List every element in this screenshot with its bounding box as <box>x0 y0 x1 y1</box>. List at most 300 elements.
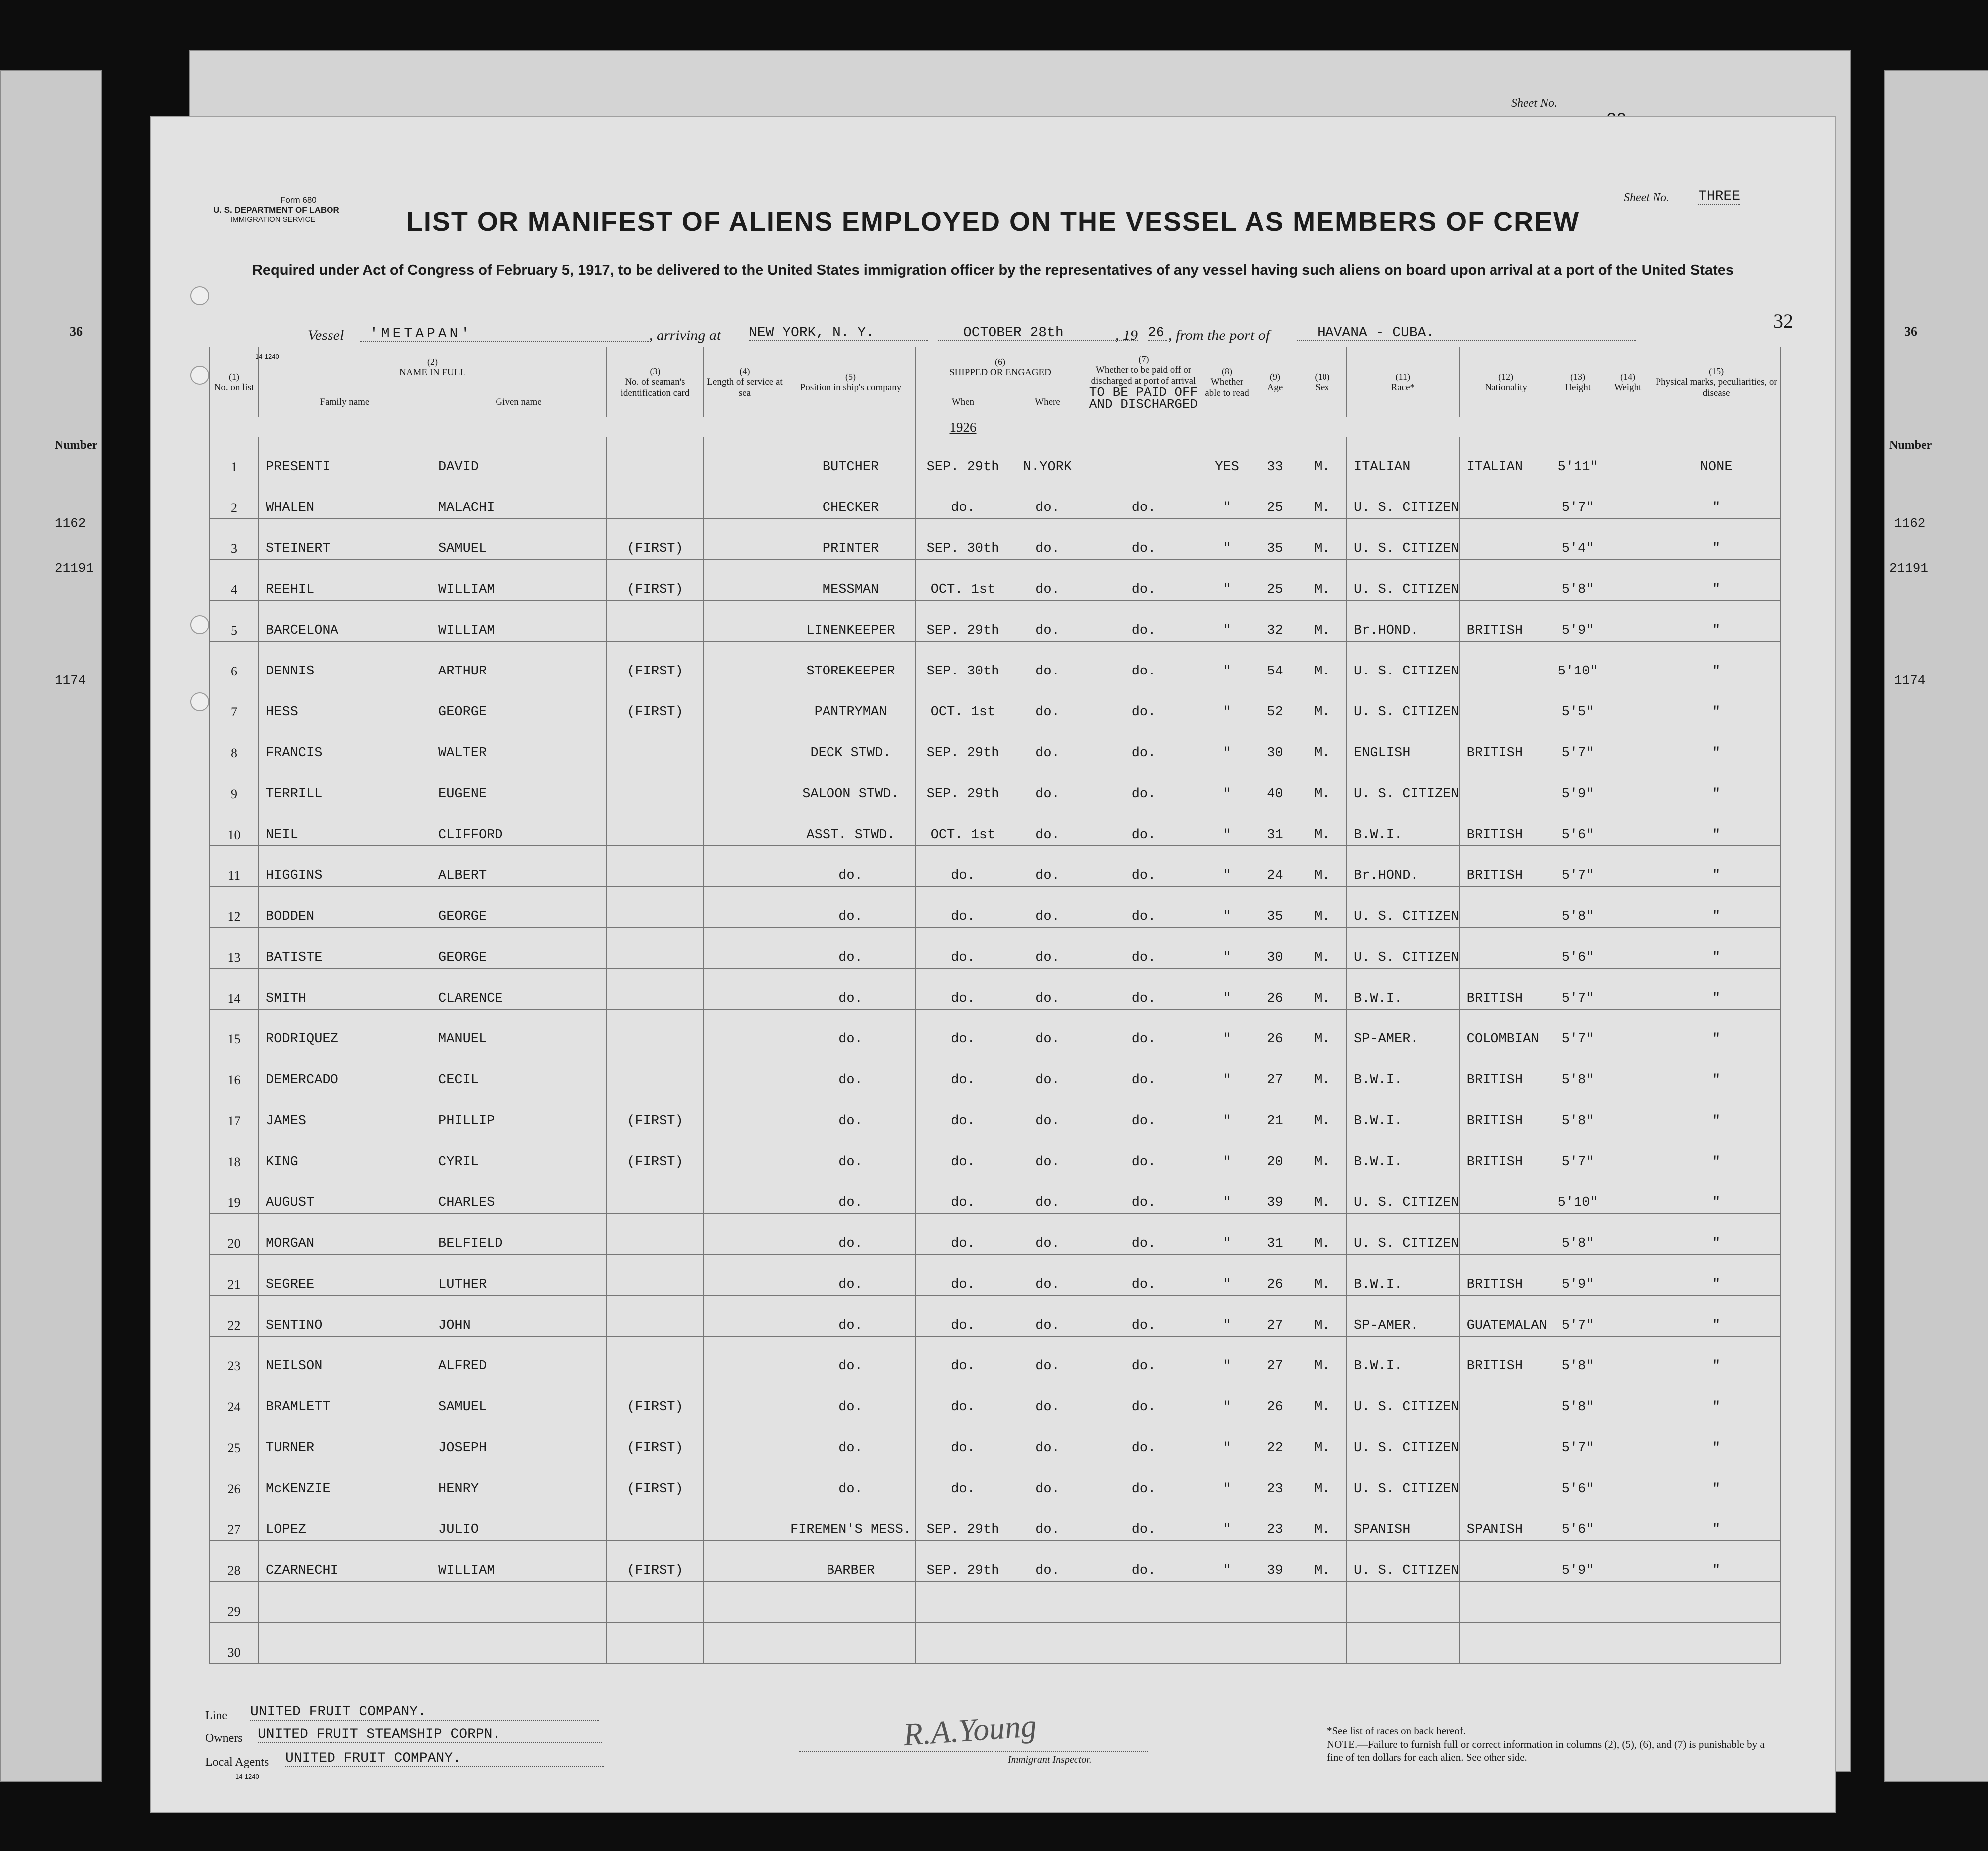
sex-cell: M. <box>1298 1214 1347 1255</box>
family-name-cell: TURNER <box>259 1418 431 1459</box>
family-name-cell: HIGGINS <box>259 846 431 887</box>
row-number-cell: 3 <box>210 519 259 560</box>
height-cell: 5'7" <box>1553 846 1603 887</box>
sex-cell: M. <box>1298 1091 1347 1132</box>
able-to-read-cell <box>1202 1582 1252 1623</box>
col-header-name <box>259 347 607 387</box>
height-cell: 5'7" <box>1553 1010 1603 1050</box>
physical-marks-cell: " <box>1653 764 1780 805</box>
physical-marks-cell: " <box>1653 560 1780 601</box>
id-card-cell <box>607 764 704 805</box>
weight-cell <box>1603 1541 1653 1582</box>
binder-ring <box>190 366 209 385</box>
able-to-read-cell: " <box>1202 969 1252 1010</box>
paid-off-cell: do. <box>1085 846 1202 887</box>
row-number-cell: 25 <box>210 1418 259 1459</box>
table-row <box>210 1173 1781 1214</box>
age-cell: 24 <box>1252 846 1298 887</box>
position-cell <box>786 1623 916 1664</box>
col-header-weight <box>1603 347 1653 417</box>
age-cell: 40 <box>1252 764 1298 805</box>
binder-ring <box>190 692 209 711</box>
id-card-cell <box>607 887 704 928</box>
height-cell: 5'8" <box>1553 887 1603 928</box>
position-cell: LINENKEEPER <box>786 601 916 642</box>
shipped-year: 1926 <box>916 417 1010 437</box>
col-header-shipped <box>916 347 1085 387</box>
age-cell: 31 <box>1252 1214 1298 1255</box>
age-cell: 26 <box>1252 969 1298 1010</box>
right-side-number-2: 21191 <box>1889 561 1929 576</box>
departure-port: HAVANA - CUBA. <box>1297 325 1636 341</box>
nationality-cell: BRITISH <box>1459 805 1553 846</box>
col-num: (13) <box>1570 371 1586 382</box>
age-cell: 26 <box>1252 1377 1298 1418</box>
height-cell: 5'7" <box>1553 1132 1603 1173</box>
weight-cell <box>1603 1010 1653 1050</box>
col-num: (7) <box>1138 354 1149 364</box>
col-num: (3) <box>650 366 661 376</box>
race-cell: U. S. CITIZEN <box>1347 887 1460 928</box>
shipped-when-cell: SEP. 29th <box>916 1500 1010 1541</box>
position-cell: FIREMEN'S MESS. <box>786 1500 916 1541</box>
shipped-where-cell: do. <box>1010 723 1085 764</box>
age-cell: 30 <box>1252 928 1298 969</box>
position-cell <box>786 1582 916 1623</box>
paid-off-cell <box>1085 1582 1202 1623</box>
shipped-when-cell: SEP. 29th <box>916 723 1010 764</box>
race-cell: B.W.I. <box>1347 1132 1460 1173</box>
col-num: (4) <box>739 366 750 376</box>
arrival-date: OCTOBER 28th <box>938 325 1138 341</box>
able-to-read-cell: " <box>1202 1091 1252 1132</box>
weight-cell <box>1603 1050 1653 1091</box>
row-number-cell: 17 <box>210 1091 259 1132</box>
weight-cell <box>1603 1500 1653 1541</box>
nationality-cell <box>1459 764 1553 805</box>
height-cell: 5'6" <box>1553 1500 1603 1541</box>
col-label: Weight <box>1614 382 1642 393</box>
sex-cell: M. <box>1298 1010 1347 1050</box>
col-num: (9) <box>1270 371 1280 382</box>
nationality-cell <box>1459 519 1553 560</box>
shipped-when-cell: SEP. 30th <box>916 519 1010 560</box>
service-length-cell <box>704 764 786 805</box>
physical-marks-cell: NONE <box>1653 437 1780 478</box>
shipped-where-cell: do. <box>1010 1214 1085 1255</box>
weight-cell <box>1603 887 1653 928</box>
family-name-cell: BRAMLETT <box>259 1377 431 1418</box>
shipped-where-cell: do. <box>1010 1459 1085 1500</box>
year-prefix: , 19 <box>1115 327 1138 343</box>
shipped-when-cell: SEP. 29th <box>916 1541 1010 1582</box>
given-name-cell: PHILLIP <box>431 1091 607 1132</box>
position-cell: do. <box>786 969 916 1010</box>
given-name-cell: WILLIAM <box>431 601 607 642</box>
shipped-when-cell: do. <box>916 1050 1010 1091</box>
service-name: IMMIGRATION SERVICE <box>230 215 316 224</box>
sex-cell: M. <box>1298 519 1347 560</box>
race-cell <box>1347 1582 1460 1623</box>
given-name-cell: BELFIELD <box>431 1214 607 1255</box>
nationality-cell: BRITISH <box>1459 601 1553 642</box>
nationality-cell <box>1459 1459 1553 1500</box>
col-label: Physical marks, peculiarities, or disease <box>1656 376 1777 398</box>
col-label: SHIPPED OR ENGAGED <box>949 367 1051 378</box>
position-cell: do. <box>786 1214 916 1255</box>
penalty-note: NOTE.—Failure to furnish full or correct information in columns (2), (5), (6), and (7) is punishable by a fine of ten dollars for each alien. See other side. <box>1327 1738 1765 1763</box>
sex-cell: M. <box>1298 969 1347 1010</box>
weight-cell <box>1603 437 1653 478</box>
nationality-cell: SPANISH <box>1459 1500 1553 1541</box>
sex-cell: M. <box>1298 1500 1347 1541</box>
race-cell: Br.HOND. <box>1347 601 1460 642</box>
nationality-cell: BRITISH <box>1459 1132 1553 1173</box>
age-cell: 27 <box>1252 1296 1298 1337</box>
owners-value: UNITED FRUIT STEAMSHIP CORPN. <box>258 1727 602 1743</box>
nationality-cell: BRITISH <box>1459 969 1553 1010</box>
header-spacer <box>210 417 916 437</box>
paid-off-cell: do. <box>1085 642 1202 682</box>
family-name-cell <box>259 1623 431 1664</box>
position-cell: BUTCHER <box>786 437 916 478</box>
given-name-cell: GEORGE <box>431 682 607 723</box>
shipped-where-cell: do. <box>1010 969 1085 1010</box>
id-card-cell: (FIRST) <box>607 1132 704 1173</box>
sex-cell: M. <box>1298 560 1347 601</box>
able-to-read-cell: " <box>1202 928 1252 969</box>
col-header-service <box>704 347 786 417</box>
paid-off-cell: do. <box>1085 1459 1202 1500</box>
able-to-read-cell: " <box>1202 1214 1252 1255</box>
col-header-extra <box>1780 347 1781 417</box>
col-label: Position in ship's company <box>800 382 902 393</box>
nationality-cell: BRITISH <box>1459 1091 1553 1132</box>
age-cell: 52 <box>1252 682 1298 723</box>
able-to-read-cell: " <box>1202 1541 1252 1582</box>
shipped-when-cell: do. <box>916 1459 1010 1500</box>
paid-off-cell: do. <box>1085 1296 1202 1337</box>
row-number-cell: 19 <box>210 1173 259 1214</box>
row-number-cell: 24 <box>210 1377 259 1418</box>
row-number-cell: 1 <box>210 437 259 478</box>
nationality-cell: BRITISH <box>1459 1337 1553 1377</box>
service-length-cell <box>704 478 786 519</box>
physical-marks-cell: " <box>1653 1173 1780 1214</box>
shipped-where-cell: do. <box>1010 478 1085 519</box>
nationality-cell <box>1459 1377 1553 1418</box>
physical-marks-cell: " <box>1653 478 1780 519</box>
able-to-read-cell: " <box>1202 764 1252 805</box>
form-number: Form 680 <box>280 195 317 205</box>
family-name-cell: SENTINO <box>259 1296 431 1337</box>
position-cell: do. <box>786 1459 916 1500</box>
shipped-where-cell: do. <box>1010 1296 1085 1337</box>
height-cell: 5'10" <box>1553 1173 1603 1214</box>
sex-cell: M. <box>1298 478 1347 519</box>
age-cell: 30 <box>1252 723 1298 764</box>
table-row <box>210 1050 1781 1091</box>
id-card-cell <box>607 1255 704 1296</box>
row-number-cell: 15 <box>210 1010 259 1050</box>
weight-cell <box>1603 1173 1653 1214</box>
left-side-number-1: 1162 <box>55 516 86 531</box>
col-header-height <box>1553 347 1603 417</box>
binder-ring <box>190 615 209 634</box>
able-to-read-cell: " <box>1202 1500 1252 1541</box>
nationality-cell <box>1459 1582 1553 1623</box>
sex-cell: M. <box>1298 642 1347 682</box>
height-cell <box>1553 1582 1603 1623</box>
shipped-where-cell: do. <box>1010 1255 1085 1296</box>
row-number-cell: 4 <box>210 560 259 601</box>
row-number-cell: 23 <box>210 1337 259 1377</box>
row-number-cell: 9 <box>210 764 259 805</box>
shipped-when-cell: do. <box>916 478 1010 519</box>
id-card-cell <box>607 1623 704 1664</box>
height-cell <box>1553 1623 1603 1664</box>
shipped-when-cell: do. <box>916 1214 1010 1255</box>
shipped-when-cell <box>916 1623 1010 1664</box>
race-cell: B.W.I. <box>1347 805 1460 846</box>
table-row <box>210 1623 1781 1664</box>
service-length-cell <box>704 1091 786 1132</box>
age-cell: 26 <box>1252 1010 1298 1050</box>
age-cell: 31 <box>1252 805 1298 846</box>
nationality-cell: BRITISH <box>1459 1255 1553 1296</box>
sex-cell: M. <box>1298 723 1347 764</box>
shipped-where-cell: do. <box>1010 1173 1085 1214</box>
id-card-cell <box>607 1337 704 1377</box>
family-name-cell: BARCELONA <box>259 601 431 642</box>
background-sheet-right <box>1884 70 1988 1782</box>
weight-cell <box>1603 601 1653 642</box>
shipped-when-cell: do. <box>916 887 1010 928</box>
paid-off-cell: do. <box>1085 1091 1202 1132</box>
given-name-cell: ARTHUR <box>431 642 607 682</box>
physical-marks-cell: " <box>1653 682 1780 723</box>
nationality-cell: ITALIAN <box>1459 437 1553 478</box>
paid-off-cell <box>1085 1623 1202 1664</box>
position-cell: PRINTER <box>786 519 916 560</box>
nationality-cell <box>1459 887 1553 928</box>
position-cell: do. <box>786 1091 916 1132</box>
given-name-cell: WALTER <box>431 723 607 764</box>
shipped-when-cell: do. <box>916 1418 1010 1459</box>
nationality-cell: BRITISH <box>1459 723 1553 764</box>
sex-cell: M. <box>1298 1050 1347 1091</box>
service-length-cell <box>704 1500 786 1541</box>
weight-cell <box>1603 1337 1653 1377</box>
height-cell: 5'9" <box>1553 764 1603 805</box>
weight-cell <box>1603 1091 1653 1132</box>
shipped-where-cell: do. <box>1010 1132 1085 1173</box>
arriving-label: , arriving at <box>649 327 721 343</box>
able-to-read-cell: " <box>1202 601 1252 642</box>
sex-cell: M. <box>1298 1173 1347 1214</box>
able-to-read-cell: " <box>1202 1132 1252 1173</box>
age-cell: 32 <box>1252 601 1298 642</box>
height-cell: 5'11" <box>1553 437 1603 478</box>
nationality-cell <box>1459 1173 1553 1214</box>
service-length-cell <box>704 723 786 764</box>
col-header-given: Given name <box>431 387 607 417</box>
race-cell: U. S. CITIZEN <box>1347 764 1460 805</box>
height-cell: 5'8" <box>1553 1214 1603 1255</box>
shipped-when-cell: SEP. 30th <box>916 642 1010 682</box>
service-length-cell <box>704 887 786 928</box>
shipped-when-cell <box>916 1582 1010 1623</box>
sheet-value: THREE <box>1698 189 1741 204</box>
vessel-label: Vessel <box>308 327 344 343</box>
row-number-cell: 5 <box>210 601 259 642</box>
able-to-read-cell: " <box>1202 1255 1252 1296</box>
shipped-when-cell: do. <box>916 846 1010 887</box>
physical-marks-cell: " <box>1653 805 1780 846</box>
nationality-cell <box>1459 1541 1553 1582</box>
id-card-cell: (FIRST) <box>607 1377 704 1418</box>
race-cell: ENGLISH <box>1347 723 1460 764</box>
family-name-cell: JAMES <box>259 1091 431 1132</box>
given-name-cell: CLIFFORD <box>431 805 607 846</box>
shipped-when-cell: SEP. 29th <box>916 764 1010 805</box>
position-cell: do. <box>786 1418 916 1459</box>
paid-off-cell: do. <box>1085 1255 1202 1296</box>
row-number-cell: 2 <box>210 478 259 519</box>
paid-header-fill: TO BE PAID OFF AND DISCHARGED <box>1089 384 1198 412</box>
race-cell: U. S. CITIZEN <box>1347 682 1460 723</box>
col-header-card <box>607 347 704 417</box>
physical-marks-cell: " <box>1653 1132 1780 1173</box>
nationality-cell <box>1459 478 1553 519</box>
id-card-cell: (FIRST) <box>607 642 704 682</box>
weight-cell <box>1603 1582 1653 1623</box>
able-to-read-cell: " <box>1202 887 1252 928</box>
id-card-cell <box>607 601 704 642</box>
race-cell: SP-AMER. <box>1347 1296 1460 1337</box>
table-row <box>210 887 1781 928</box>
col-header-marks <box>1653 347 1780 417</box>
height-cell: 5'9" <box>1553 1255 1603 1296</box>
col-num: (6) <box>995 356 1005 367</box>
service-length-cell <box>704 1255 786 1296</box>
able-to-read-cell <box>1202 1623 1252 1664</box>
row-number-cell: 7 <box>210 682 259 723</box>
weight-cell <box>1603 1459 1653 1500</box>
col-num: (15) <box>1709 366 1724 376</box>
col-num: (11) <box>1395 371 1410 382</box>
family-name-cell: NEILSON <box>259 1337 431 1377</box>
family-name-cell: DEMERCADO <box>259 1050 431 1091</box>
id-card-cell <box>607 1010 704 1050</box>
physical-marks-cell: " <box>1653 1541 1780 1582</box>
line-value: UNITED FRUIT COMPANY. <box>250 1704 599 1721</box>
shipped-where-cell: do. <box>1010 1091 1085 1132</box>
service-length-cell <box>704 1582 786 1623</box>
col-label: Race* <box>1391 382 1415 393</box>
service-length-cell <box>704 928 786 969</box>
row-number-cell: 21 <box>210 1255 259 1296</box>
weight-cell <box>1603 1255 1653 1296</box>
row-number-cell: 8 <box>210 723 259 764</box>
paid-off-cell: do. <box>1085 1010 1202 1050</box>
race-cell: ITALIAN <box>1347 437 1460 478</box>
race-cell: SPANISH <box>1347 1500 1460 1541</box>
family-name-cell: NEIL <box>259 805 431 846</box>
race-cell: U. S. CITIZEN <box>1347 560 1460 601</box>
age-cell: 25 <box>1252 560 1298 601</box>
position-cell: SALOON STWD. <box>786 764 916 805</box>
col-label: No. of seaman's identification card <box>620 376 690 398</box>
age-cell: 23 <box>1252 1500 1298 1541</box>
race-cell <box>1347 1623 1460 1664</box>
id-card-cell <box>607 1050 704 1091</box>
weight-cell <box>1603 1132 1653 1173</box>
service-length-cell <box>704 1296 786 1337</box>
table-row <box>210 1377 1781 1418</box>
service-length-cell <box>704 519 786 560</box>
nationality-cell: GUATEMALAN <box>1459 1296 1553 1337</box>
id-card-cell <box>607 478 704 519</box>
table-row <box>210 642 1781 682</box>
weight-cell <box>1603 642 1653 682</box>
row-number-cell: 26 <box>210 1459 259 1500</box>
weight-cell <box>1603 478 1653 519</box>
col-label: Height <box>1565 382 1591 393</box>
paid-off-cell: do. <box>1085 682 1202 723</box>
race-cell: U. S. CITIZEN <box>1347 1214 1460 1255</box>
id-card-cell <box>607 1214 704 1255</box>
physical-marks-cell: " <box>1653 1337 1780 1377</box>
col-label: Whether to be paid off or discharged at port of arrival <box>1091 364 1196 386</box>
able-to-read-cell: " <box>1202 1010 1252 1050</box>
position-cell: do. <box>786 1010 916 1050</box>
row-number-cell: 14 <box>210 969 259 1010</box>
able-to-read-cell: " <box>1202 805 1252 846</box>
shipped-where-cell: do. <box>1010 601 1085 642</box>
col-header-nationality <box>1459 347 1553 417</box>
col-label: Nationality <box>1485 382 1527 393</box>
physical-marks-cell: " <box>1653 887 1780 928</box>
table-row <box>210 805 1781 846</box>
family-name-cell: KING <box>259 1132 431 1173</box>
given-name-cell <box>431 1582 607 1623</box>
given-name-cell: ALBERT <box>431 846 607 887</box>
row-number-cell: 11 <box>210 846 259 887</box>
col-num: (8) <box>1222 366 1232 376</box>
physical-marks-cell: " <box>1653 1377 1780 1418</box>
nationality-cell: BRITISH <box>1459 1050 1553 1091</box>
shipped-where-cell <box>1010 1623 1085 1664</box>
given-name-cell: CECIL <box>431 1050 607 1091</box>
sex-cell: M. <box>1298 1418 1347 1459</box>
col-num: (12) <box>1498 371 1514 382</box>
age-cell: 39 <box>1252 1173 1298 1214</box>
service-length-cell <box>704 1050 786 1091</box>
height-cell: 5'9" <box>1553 1541 1603 1582</box>
age-cell: 20 <box>1252 1132 1298 1173</box>
id-card-cell <box>607 437 704 478</box>
id-card-cell: (FIRST) <box>607 1459 704 1500</box>
id-card-cell <box>607 1296 704 1337</box>
row-number-cell: 12 <box>210 887 259 928</box>
paid-off-cell <box>1085 437 1202 478</box>
nationality-cell: BRITISH <box>1459 846 1553 887</box>
shipped-when-cell: SEP. 29th <box>916 437 1010 478</box>
line-label: Line <box>205 1709 227 1722</box>
shipped-where-cell: do. <box>1010 805 1085 846</box>
position-cell: do. <box>786 1377 916 1418</box>
